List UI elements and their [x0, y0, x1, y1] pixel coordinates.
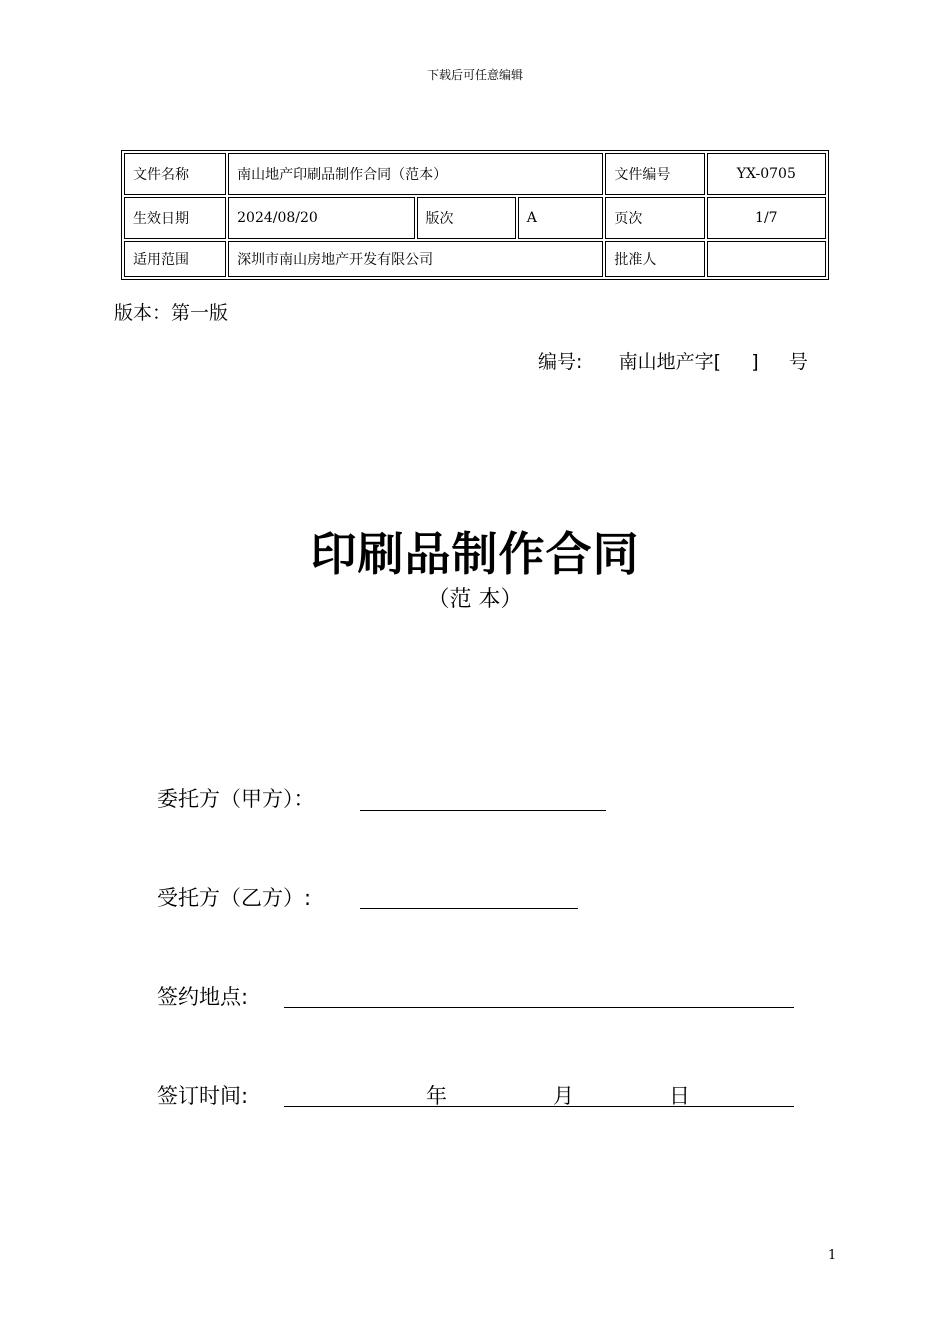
- page-value: 1/7: [707, 197, 826, 239]
- signing-place-blank[interactable]: [284, 1007, 794, 1008]
- revision-value: A: [518, 197, 604, 239]
- doc-no-value: YX-0705: [707, 153, 826, 195]
- year-label: 年: [426, 1084, 447, 1108]
- doc-name-label: 文件名称: [124, 153, 226, 195]
- effective-date-label: 生效日期: [124, 197, 226, 239]
- contract-number-prefix: 南山地产字[: [618, 351, 722, 373]
- party-a-label: 委托方（甲方）：: [157, 787, 315, 811]
- month-label: 月: [553, 1084, 574, 1108]
- scope-value: 深圳市南山房地产开发有限公司: [228, 241, 603, 277]
- header-note: 下载后可任意编辑: [426, 68, 523, 82]
- revision-label: 版次: [417, 197, 516, 239]
- approver-label: 批准人: [605, 241, 704, 277]
- document-title: 印刷品制作合同: [310, 527, 640, 581]
- signing-time-blank[interactable]: [284, 1106, 794, 1107]
- party-b-blank[interactable]: [360, 908, 578, 909]
- contract-number-line: [538, 347, 808, 374]
- contract-number-suffix: 号: [788, 351, 808, 373]
- contract-number-label: 编号:: [538, 351, 583, 373]
- contract-number-bracket-close: ]: [751, 351, 759, 373]
- page-label: 页次: [605, 197, 704, 239]
- version-line: 版本：第一版: [114, 302, 229, 324]
- party-a-blank[interactable]: [360, 810, 606, 811]
- document-subtitle: （范 本）: [427, 587, 523, 612]
- signing-place-label: 签约地点:: [157, 985, 249, 1009]
- effective-date-value: 2024/08/20: [228, 197, 414, 239]
- document-info-table: [121, 150, 829, 280]
- scope-label: 适用范围: [124, 241, 226, 277]
- approver-value: [707, 241, 826, 277]
- party-b-label: 受托方（乙方）:: [157, 886, 312, 910]
- doc-name-value: 南山地产印刷品制作合同（范本）: [228, 153, 603, 195]
- page-number: 1: [828, 1248, 837, 1263]
- signing-time-label: 签订时间:: [157, 1084, 249, 1108]
- doc-no-label: 文件编号: [605, 153, 704, 195]
- day-label: 日: [669, 1084, 690, 1108]
